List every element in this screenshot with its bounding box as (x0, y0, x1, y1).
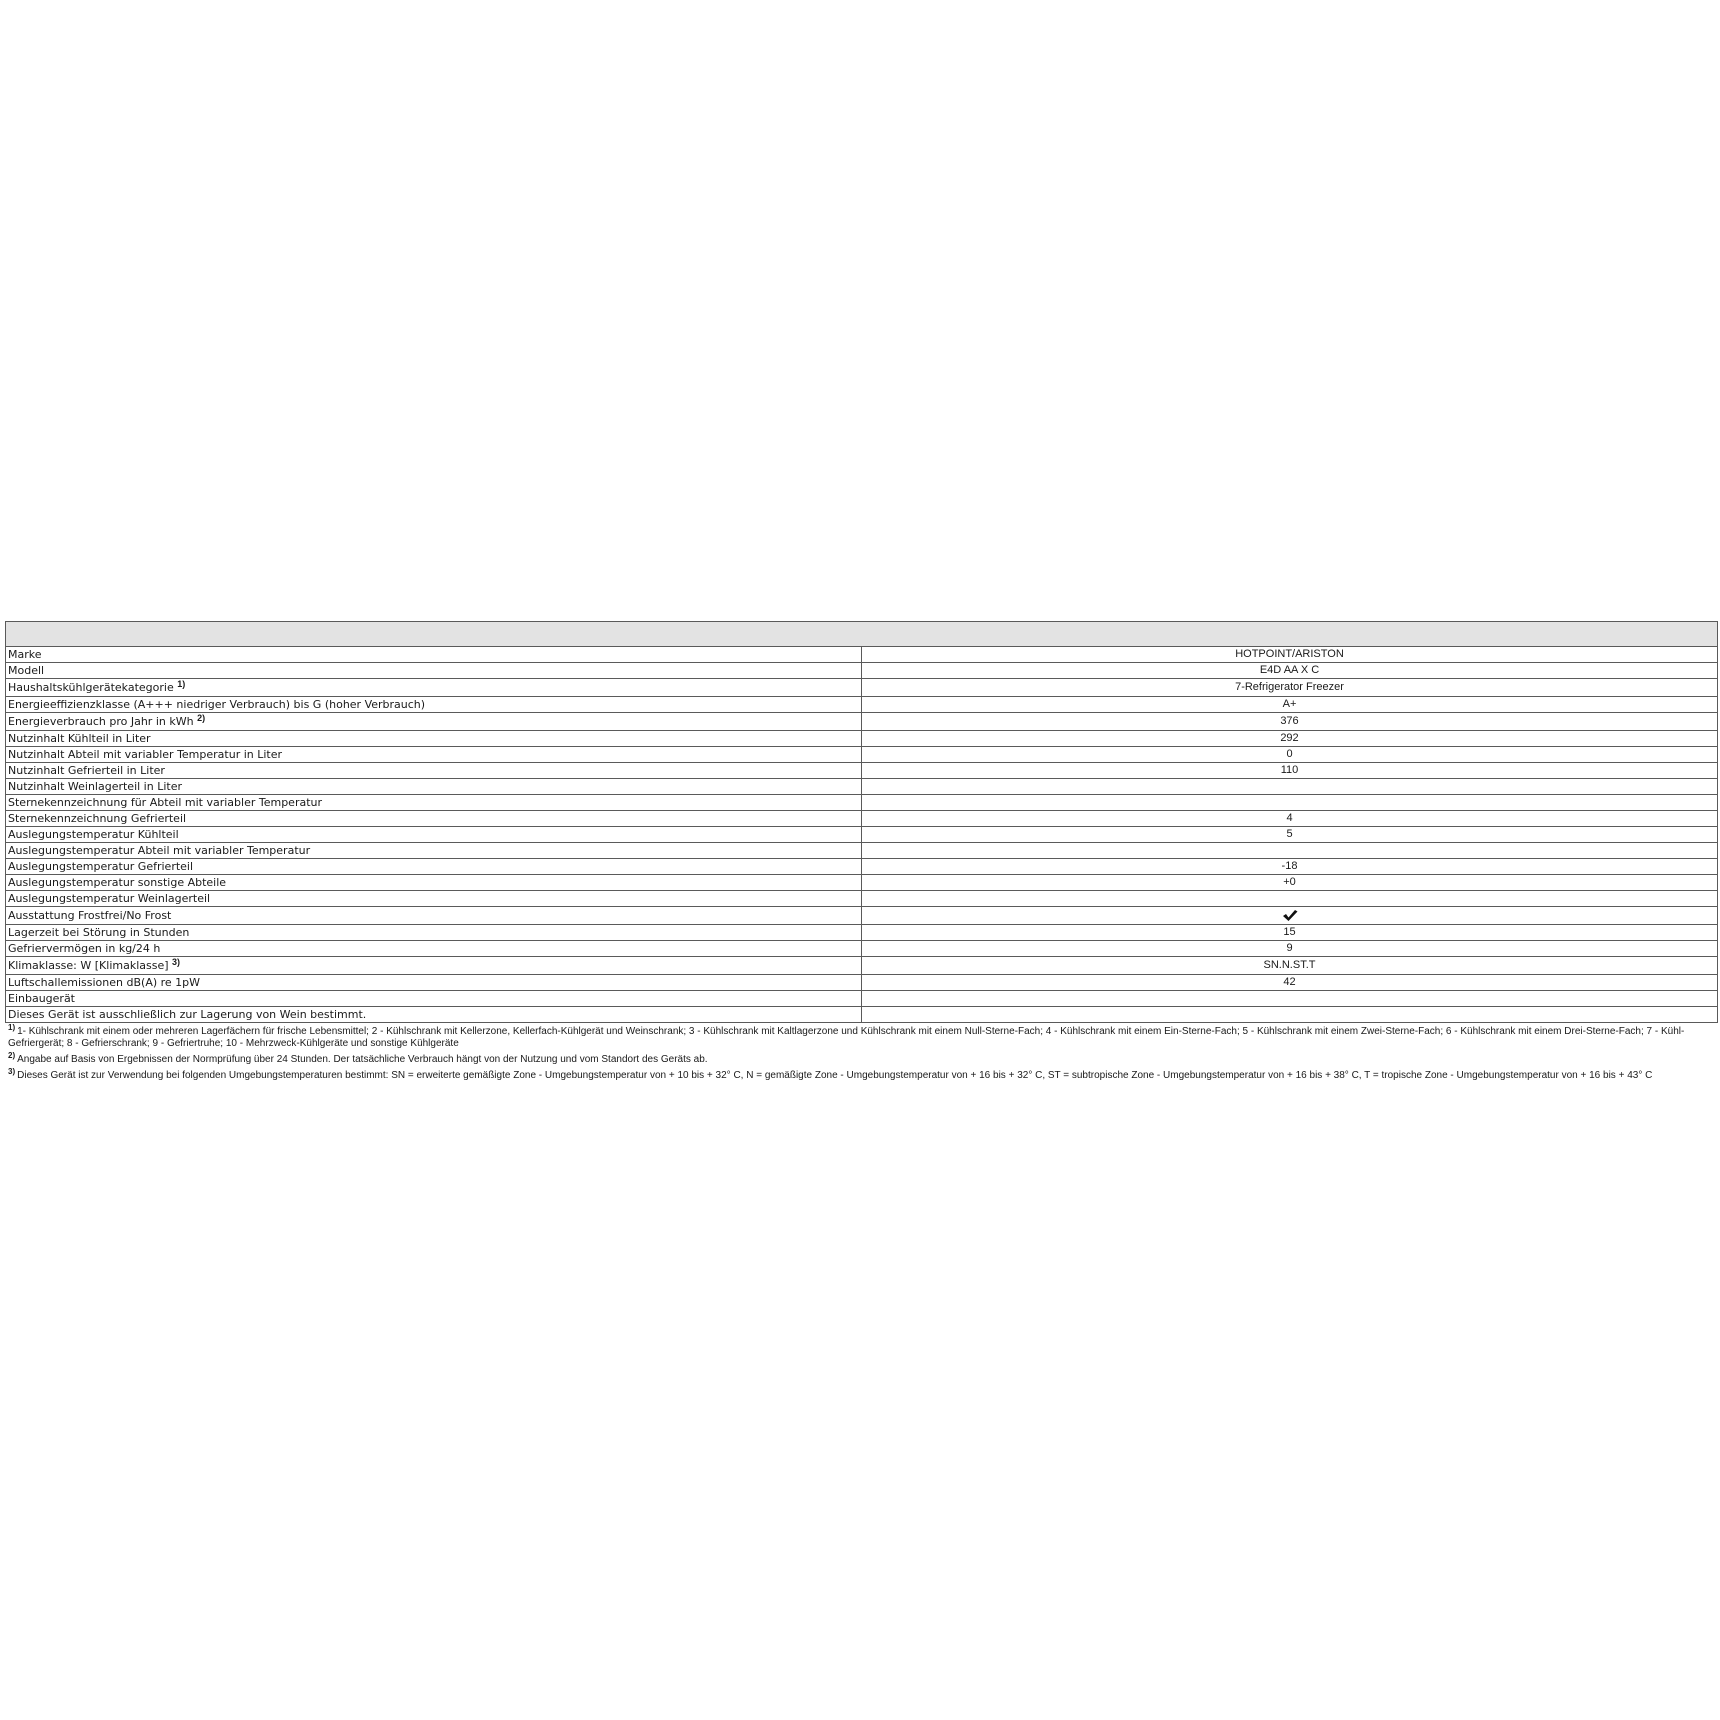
table-row (6, 779, 1718, 795)
row-label-text: Luftschallemissionen dB(A) re 1pW (8, 976, 201, 989)
table-row (6, 957, 1718, 975)
row-value: -18 (862, 859, 1718, 875)
footnote-text: Angabe auf Basis von Ergebnissen der Normprüfung über 24 Stunden. Der tatsächliche Verbrauch hängt von der Nutzung und vom Standort des Geräts ab. (17, 1054, 708, 1065)
row-label (6, 779, 862, 795)
row-label (6, 795, 862, 811)
row-label-text: Auslegungstemperatur sonstige Abteile (8, 876, 227, 889)
row-value: HOTPOINT/ARISTON (862, 647, 1718, 663)
table-row (6, 811, 1718, 827)
row-value: 5 (862, 827, 1718, 843)
table-row (6, 795, 1718, 811)
row-label (6, 747, 862, 763)
row-value: 15 (862, 925, 1718, 941)
row-value (862, 891, 1718, 907)
table-row (6, 907, 1718, 925)
row-label (6, 991, 862, 1007)
row-label-text: Auslegungstemperatur Abteil mit variabler Temperatur (8, 844, 311, 857)
row-label (6, 1007, 862, 1023)
spec-table (5, 621, 1718, 1023)
row-label (6, 957, 862, 975)
table-row (6, 843, 1718, 859)
row-label (6, 941, 862, 957)
row-value (862, 1007, 1718, 1023)
row-value: A+ (862, 697, 1718, 713)
row-label-text: Sternekennzeichnung Gefrierteil (8, 812, 187, 825)
table-row (6, 941, 1718, 957)
footnote-text: Dieses Gerät ist zur Verwendung bei folgenden Umgebungstemperaturen bestimmt: SN = erweiterte gemäßigte Zone - Umgebungstemperatur von + 10 bis + 32° C, N = gemäßigte Zone - Umgebungstemperatur von + 16 bis + 32° C, ST = subtropische Zone - Umgebungstemperatur von + 16 bis + 38° C, T = tropische Zone - Umgebungstemperatur von + 16 bis + 43° C (17, 1070, 1653, 1081)
row-value: 7-Refrigerator Freezer (862, 679, 1718, 697)
table-row (6, 731, 1718, 747)
footnote-mark: 1) (8, 1023, 16, 1032)
table-row (6, 875, 1718, 891)
row-label (6, 731, 862, 747)
row-label-text: Nutzinhalt Gefrierteil in Liter (8, 764, 165, 777)
row-value: 9 (862, 941, 1718, 957)
row-label-text: Auslegungstemperatur Kühlteil (8, 828, 179, 841)
row-label (6, 891, 862, 907)
row-label-text: Modell (8, 664, 45, 677)
table-row (6, 1007, 1718, 1023)
table-row (6, 747, 1718, 763)
product-data-sheet (5, 621, 1718, 1086)
row-label-text: Nutzinhalt Kühlteil in Liter (8, 732, 151, 745)
footnote-mark: 3) (8, 1067, 16, 1076)
row-label-text: Klimaklasse: W [Klimaklasse] (8, 959, 169, 972)
row-label (6, 843, 862, 859)
row-label (6, 663, 862, 679)
row-label (6, 875, 862, 891)
row-label (6, 975, 862, 991)
row-label-text: Haushaltskühlgerätekategorie (8, 681, 174, 694)
row-label (6, 907, 862, 925)
row-label-text: Auslegungstemperatur Gefrierteil (8, 860, 194, 873)
row-label-text: Energieverbrauch pro Jahr in kWh (8, 715, 194, 728)
footnotes (5, 1023, 1718, 1082)
row-label (6, 647, 862, 663)
table-row (6, 697, 1718, 713)
table-row (6, 975, 1718, 991)
table-header-cell (6, 622, 1718, 647)
row-value: 4 (862, 811, 1718, 827)
table-row (6, 713, 1718, 731)
row-value: 110 (862, 763, 1718, 779)
row-label-text: Dieses Gerät ist ausschließlich zur Lagerung von Wein bestimmt. (8, 1008, 367, 1021)
table-row (6, 679, 1718, 697)
row-value (862, 907, 1718, 925)
table-row (6, 859, 1718, 875)
table-row (6, 991, 1718, 1007)
table-header-row (6, 622, 1718, 647)
row-label-text: Gefriervermögen in kg/24 h (8, 942, 161, 955)
row-label (6, 763, 862, 779)
row-value: 376 (862, 713, 1718, 731)
row-value (862, 795, 1718, 811)
table-row (6, 925, 1718, 941)
footnote-mark: 2) (8, 1051, 16, 1060)
table-row (6, 827, 1718, 843)
footnote-reference: 1) (177, 679, 186, 689)
row-value (862, 779, 1718, 795)
row-label-text: Sternekennzeichnung für Abteil mit variabler Temperatur (8, 796, 323, 809)
row-value: E4D AA X C (862, 663, 1718, 679)
row-label (6, 679, 862, 697)
row-label (6, 827, 862, 843)
row-label-text: Nutzinhalt Abteil mit variabler Temperatur in Liter (8, 748, 283, 761)
row-label (6, 697, 862, 713)
footnote-text: 1- Kühlschrank mit einem oder mehreren Lagerfächern für frische Lebensmittel; 2 - Kühlschrank mit Kellerzone, Kellerfach-Kühlgerät und Weinschrank; 3 - Kühlschrank mit Kaltlagerzone und Kühlschrank mit einem Null-Sterne-Fach; 4 - Kühlschrank mit einem Ein-Sterne-Fach; 5 - Kühlschrank mit einem Zwei-Sterne-Fach; 6 - Kühlschrank mit einem Drei-Sterne-Fach; 7 - Kühl-Gefriergerät; 8 - Gefrierschrank; 9 - Gefriertruhe; 10 - Mehrzweck-Kühlgeräte und sonstige Kühlgeräte (8, 1026, 1685, 1049)
row-value (862, 843, 1718, 859)
footnote-reference: 2) (197, 713, 206, 723)
table-row (6, 891, 1718, 907)
row-label-text: Marke (8, 648, 42, 661)
footnote (8, 1051, 1718, 1066)
footnote (8, 1067, 1718, 1082)
row-label (6, 859, 862, 875)
table-row (6, 647, 1718, 663)
row-label-text: Auslegungstemperatur Weinlagerteil (8, 892, 211, 905)
row-value: 292 (862, 731, 1718, 747)
row-label-text: Lagerzeit bei Störung in Stunden (8, 926, 190, 939)
row-value (862, 991, 1718, 1007)
row-label-text: Einbaugerät (8, 992, 75, 1005)
checkmark-icon (1282, 909, 1298, 922)
row-value: 42 (862, 975, 1718, 991)
table-row (6, 663, 1718, 679)
row-value: +0 (862, 875, 1718, 891)
row-label (6, 925, 862, 941)
row-value: SN.N.ST.T (862, 957, 1718, 975)
row-label-text: Energieeffizienzklasse (A+++ niedriger Verbrauch) bis G (hoher Verbrauch) (8, 698, 426, 711)
row-value: 0 (862, 747, 1718, 763)
footnote (8, 1023, 1718, 1050)
row-label (6, 811, 862, 827)
footnote-reference: 3) (172, 957, 181, 967)
row-label (6, 713, 862, 731)
row-label-text: Nutzinhalt Weinlagerteil in Liter (8, 780, 182, 793)
row-label-text: Ausstattung Frostfrei/No Frost (8, 909, 172, 922)
table-row (6, 763, 1718, 779)
